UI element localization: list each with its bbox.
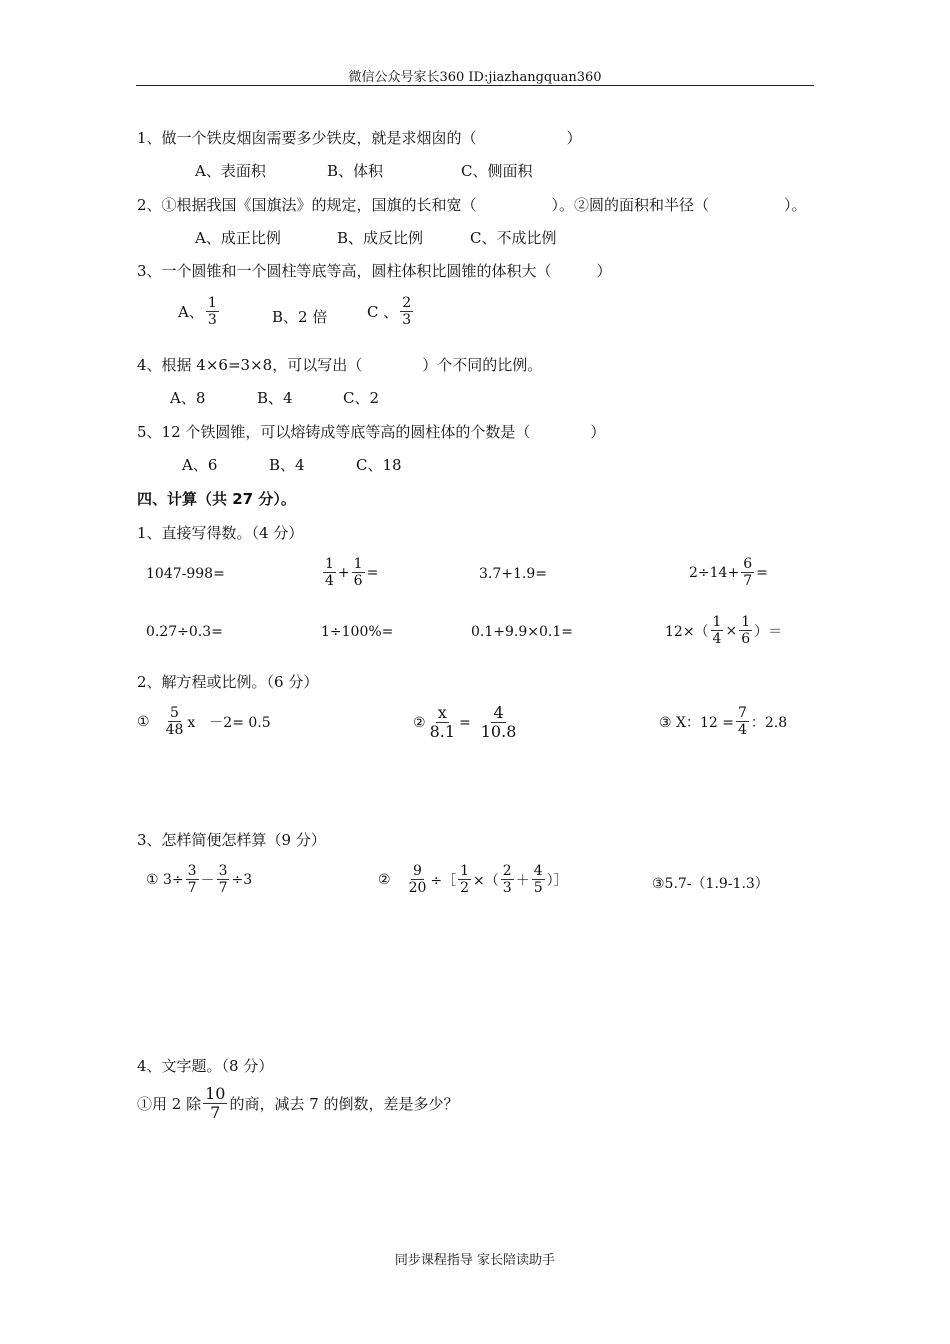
- part1-title: 1、直接写得数。（4 分）: [137, 524, 304, 542]
- q5-option-b: B、4: [269, 456, 305, 474]
- q5-option-a: A、6: [182, 456, 218, 474]
- section-title: 四、计算（共 27 分）。: [137, 490, 296, 508]
- simplify-3: ③5.7-（1.9-1.3）: [652, 876, 769, 892]
- q2-option-b: B、成反比例: [337, 229, 424, 247]
- q3-option-c-fraction: $\frac{2}{3}$: [402, 295, 412, 329]
- page-header: 微信公众号家长360 ID:jiazhangquan360: [348, 70, 602, 85]
- q5-option-c: C、18: [356, 456, 402, 474]
- q3-option-a-fraction: $\frac{1}{3}$: [207, 295, 217, 329]
- q1-option-a: A、表面积: [195, 162, 266, 180]
- simplify-1: ① 3÷ $\frac{3}{7}$ － $\frac{3}{7}$ ÷3: [146, 863, 253, 897]
- q3-option-a: [178, 295, 221, 328]
- question-1: 1、做一个铁皮烟囱需要多少铁皮，就是求烟囱的（ ）: [137, 129, 582, 147]
- simplify-2: ② $\frac{9}{20}$ ÷［ $\frac{1}{2}$ ×（ $\frac{2}{3}$ ＋ $\frac{4}{5}$ ）］: [378, 863, 568, 897]
- question-2: 2、①根据我国《国旗法》的规定，国旗的长和宽（ ）。②圆的面积和半径（ ）。: [137, 196, 807, 214]
- q2-option-a: A、成正比例: [195, 229, 281, 247]
- equation-3: ③ X：12 = $\frac{7}{4}$ ：2.8: [659, 705, 788, 739]
- q4-option-c: C、2: [343, 389, 380, 407]
- header-rule: [136, 85, 814, 86]
- calc-7: 0.1+9.9×0.1=: [471, 624, 573, 640]
- part4-title: 4、文字题。（8 分）: [137, 1057, 274, 1075]
- word-problem-1: ①用 2 除 $\frac{10}{7}$ 的商，减去 7 的倒数，差是多少？: [137, 1084, 459, 1123]
- q4-option-b: B、4: [257, 389, 293, 407]
- q3-option-c: [367, 295, 415, 328]
- calc-5: 0.27÷0.3=: [146, 624, 223, 640]
- q3-option-b: B、2 倍: [272, 308, 328, 326]
- equation-2: ② $\frac{x}{8.1}$ = $\frac{4}{10.8}$: [413, 703, 517, 742]
- q2-option-c: C、不成比例: [470, 229, 557, 247]
- calc-2: $\frac{1}{4}$ + $\frac{1}{6}$ =: [325, 556, 379, 590]
- calc-6: 1÷100%=: [321, 624, 394, 640]
- calc-3: 3.7+1.9=: [479, 566, 547, 582]
- q1-option-c: C、侧面积: [461, 162, 533, 180]
- equation-1: ① $\frac{5}{48}$ x －2= 0.5: [137, 705, 271, 739]
- q3-option-c-label: C 、: [367, 303, 399, 322]
- question-4: 4、根据 4×6=3×8，可以写出（ ）个不同的比例。: [137, 356, 543, 374]
- q3-option-a-label: A、: [178, 303, 204, 322]
- calc-4: 2÷14+ $\frac{6}{7}$ =: [689, 556, 768, 590]
- q1-option-b: B、体积: [327, 162, 384, 180]
- part2-title: 2、解方程或比例。（6 分）: [137, 673, 319, 691]
- calc-1: 1047-998=: [146, 566, 225, 582]
- question-3: 3、一个圆锥和一个圆柱等底等高，圆柱体积比圆锥的体积大（ ）: [137, 262, 612, 280]
- question-5: 5、12 个铁圆锥，可以熔铸成等底等高的圆柱体的个数是（ ）: [137, 423, 606, 441]
- page-footer: 同步课程指导 家长陪读助手: [394, 1253, 556, 1268]
- q4-option-a: A、8: [170, 389, 206, 407]
- calc-8: 12×（ $\frac{1}{4}$ × $\frac{1}{6}$ ）＝: [665, 614, 783, 648]
- part3-title: 3、怎样简便怎样算（9 分）: [137, 831, 326, 849]
